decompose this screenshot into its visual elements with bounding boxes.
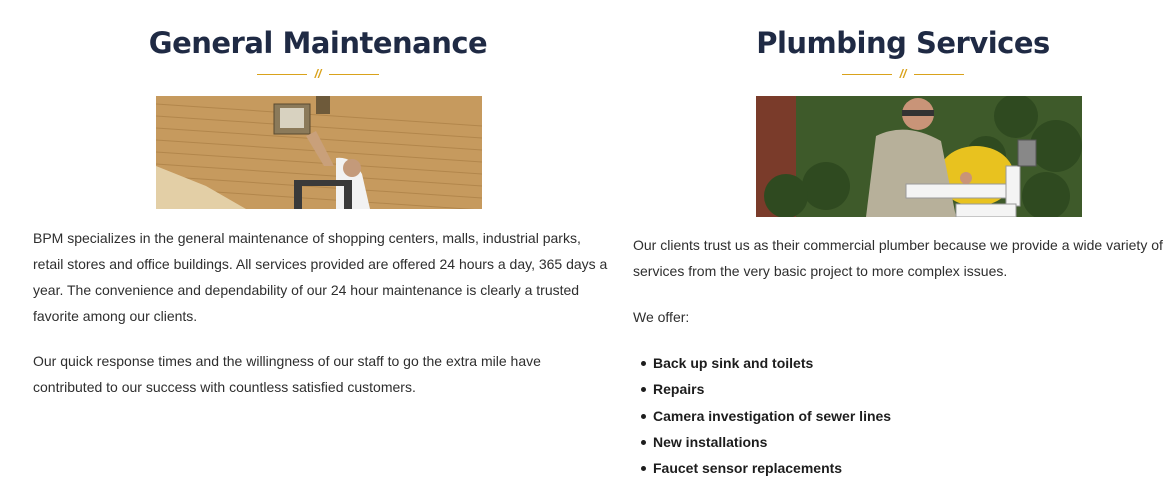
divider-line-left [257,74,307,75]
list-item [633,403,891,429]
bullet-icon [641,387,646,392]
list-item-label: Repairs [653,381,705,398]
bullet-icon [641,466,646,471]
list-item-label: Back up sink and toilets [653,355,814,371]
list-item-label: Faucet sensor replacements [653,460,843,477]
bullet-icon [641,361,646,366]
title-divider [33,66,603,82]
bullet-icon [641,440,646,445]
section-title: Plumbing Services [756,26,1050,60]
list-item [633,455,891,481]
plumbing-photo [756,96,1082,217]
divider-line-right [329,74,379,75]
offerings-list [633,350,891,481]
section-title: General Maintenance [148,26,488,60]
double-slash-icon: // [899,67,907,81]
divider-line-right [914,74,964,75]
maintenance-paragraph-2: Our quick response times and the willingness of our staff to go the extra mile have contributed to our success with countless satisfied customers. [33,353,541,395]
bullet-icon [641,414,646,419]
divider-line-left [842,74,892,75]
maintenance-paragraph-1: BPM specializes in the general maintenance of shopping centers, malls, industrial parks, retail stores and office buildings. All services provided are offered 24 hours a day, 365 days a year. The convenience and dependability of our 24 hour maintenance is clearly a trusted favorite among our clients. [33,230,608,324]
double-slash-icon: // [314,67,322,81]
list-item [633,376,891,402]
list-item [633,350,891,376]
list-item [633,429,891,455]
maintenance-photo [156,96,482,209]
we-offer-label: We offer: [633,309,690,325]
list-item-label: Camera investigation of sewer lines [653,407,892,424]
list-item-label: New installations [653,433,768,450]
title-divider [633,66,1173,82]
plumbing-paragraph-1: Our clients trust us as their commercial plumber because we provide a wide variety of services from the very basic project to more complex issues. [633,237,1163,279]
